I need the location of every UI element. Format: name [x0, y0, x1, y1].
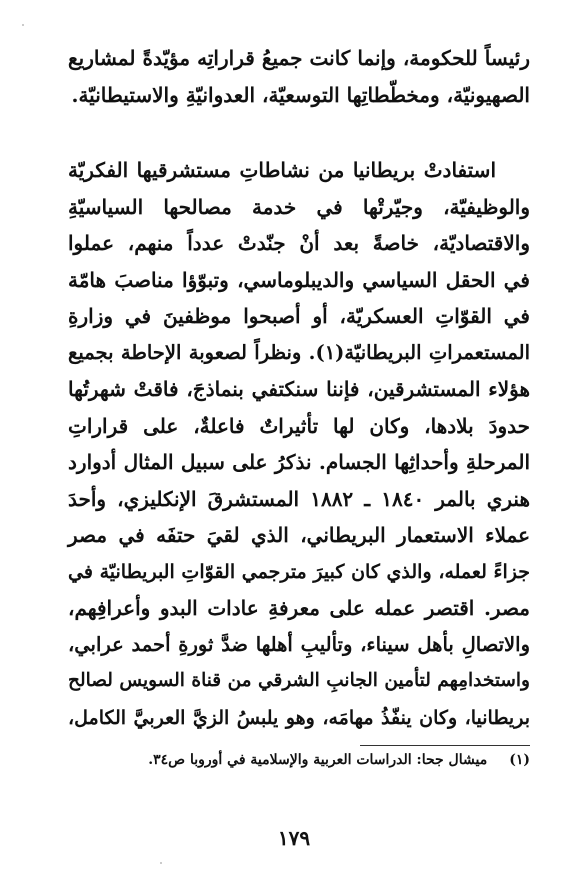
footnote-divider [360, 745, 530, 746]
paragraph-2-line-8: حدودَ بلادها، وكان لها تأثيراتٌ فاعلةٌ، على قراراتِ [68, 413, 530, 438]
paragraph-2-line-14: والاتصالِ بأهل سيناء، وتأليبِ أهلها ضدَّ ثورةِ أحمد عرابي، [68, 632, 530, 656]
footnote [148, 752, 530, 768]
paragraph-2-line-15: واستخدامِهم لتأمين الجانبِ الشرقي من قناة السويس لصالح [68, 670, 530, 691]
page-number: ١٧٩ [277, 826, 311, 850]
paragraph-2-line-5: في القوّاتِ العسكريّة، أو أصبحوا موظفينَ في وزارةِ [68, 304, 530, 328]
paragraph-1-line-1: رئيساً للحكومة، وإنما كانت جميعُ قراراتِه مؤيّدةً لمشاريع [68, 46, 530, 70]
paragraph-2-line-4: في الحقل السياسي والديبلوماسي، وتبوّؤا مناصبَ هامّة [68, 267, 530, 292]
paragraph-2-line-13: مصر. اقتصر عمله على معرفةِ عادات البدو وأعرافِهم، [68, 596, 530, 620]
scan-speck [160, 862, 162, 864]
paragraph-1-line-2: الصهيونيّة، ومخطّطاتِها التوسعيّة، العدوانيّةِ والاستيطانيّة. [71, 82, 530, 107]
footnote-text: ميشال جحا: الدراسات العربية والإسلامية في أوروبا ص٣٤. [148, 752, 488, 768]
paragraph-2-line-16: بريطانيا، وكان ينفّذُ مهامَه، وهو يلبسُ الزيَّ العربيَّ الكامل، [68, 706, 530, 729]
scan-speck [22, 24, 24, 26]
paragraph-2-line-10: هنري بالمر ١٨٤٠ ـ ١٨٨٢ المستشرقَ الإنكليزي، وأحدَ [68, 486, 530, 511]
paragraph-2-line-6: المستعمراتِ البريطانيّة(١). ونظراً لصعوبة الإحاطة بجميع [68, 340, 531, 364]
paragraph-2-line-12: جزاءً لعمله، والذي كان كبيرَ مترجمي القوّاتِ البريطانيّة في [68, 560, 530, 583]
paragraph-2-line-11: عملاء الاستعمار البريطاني، الذي لقيَ حتفَه في مصر [68, 523, 530, 547]
paragraph-2-line-9: المرحلةِ وأحداثِها الجسام. نذكرُ على سبيل المثال أدوارد [68, 450, 530, 474]
paragraph-1 [68, 40, 530, 113]
footnote-number: (١) [509, 752, 530, 768]
paragraph-2-line-3: والاقتصاديّة، خاصةً بعد أنْ جنّدتْ عدداً منهم، عملوا [68, 231, 530, 255]
paragraph-2-line-2: والوظيفيّة، وجيّرتْها في خدمة مصالحها السياسيّةِ [68, 194, 530, 219]
paragraph-2-line-1: استفادتْ بريطانيا من نشاطاتِ مستشرقيها الفكريّة [68, 158, 496, 182]
paragraph-2 [68, 152, 530, 736]
paragraph-2-line-7: هؤلاء المستشرقين، فإننا سنكتفي بنماذجَ، فاقتْ شهرتُها [68, 377, 530, 401]
